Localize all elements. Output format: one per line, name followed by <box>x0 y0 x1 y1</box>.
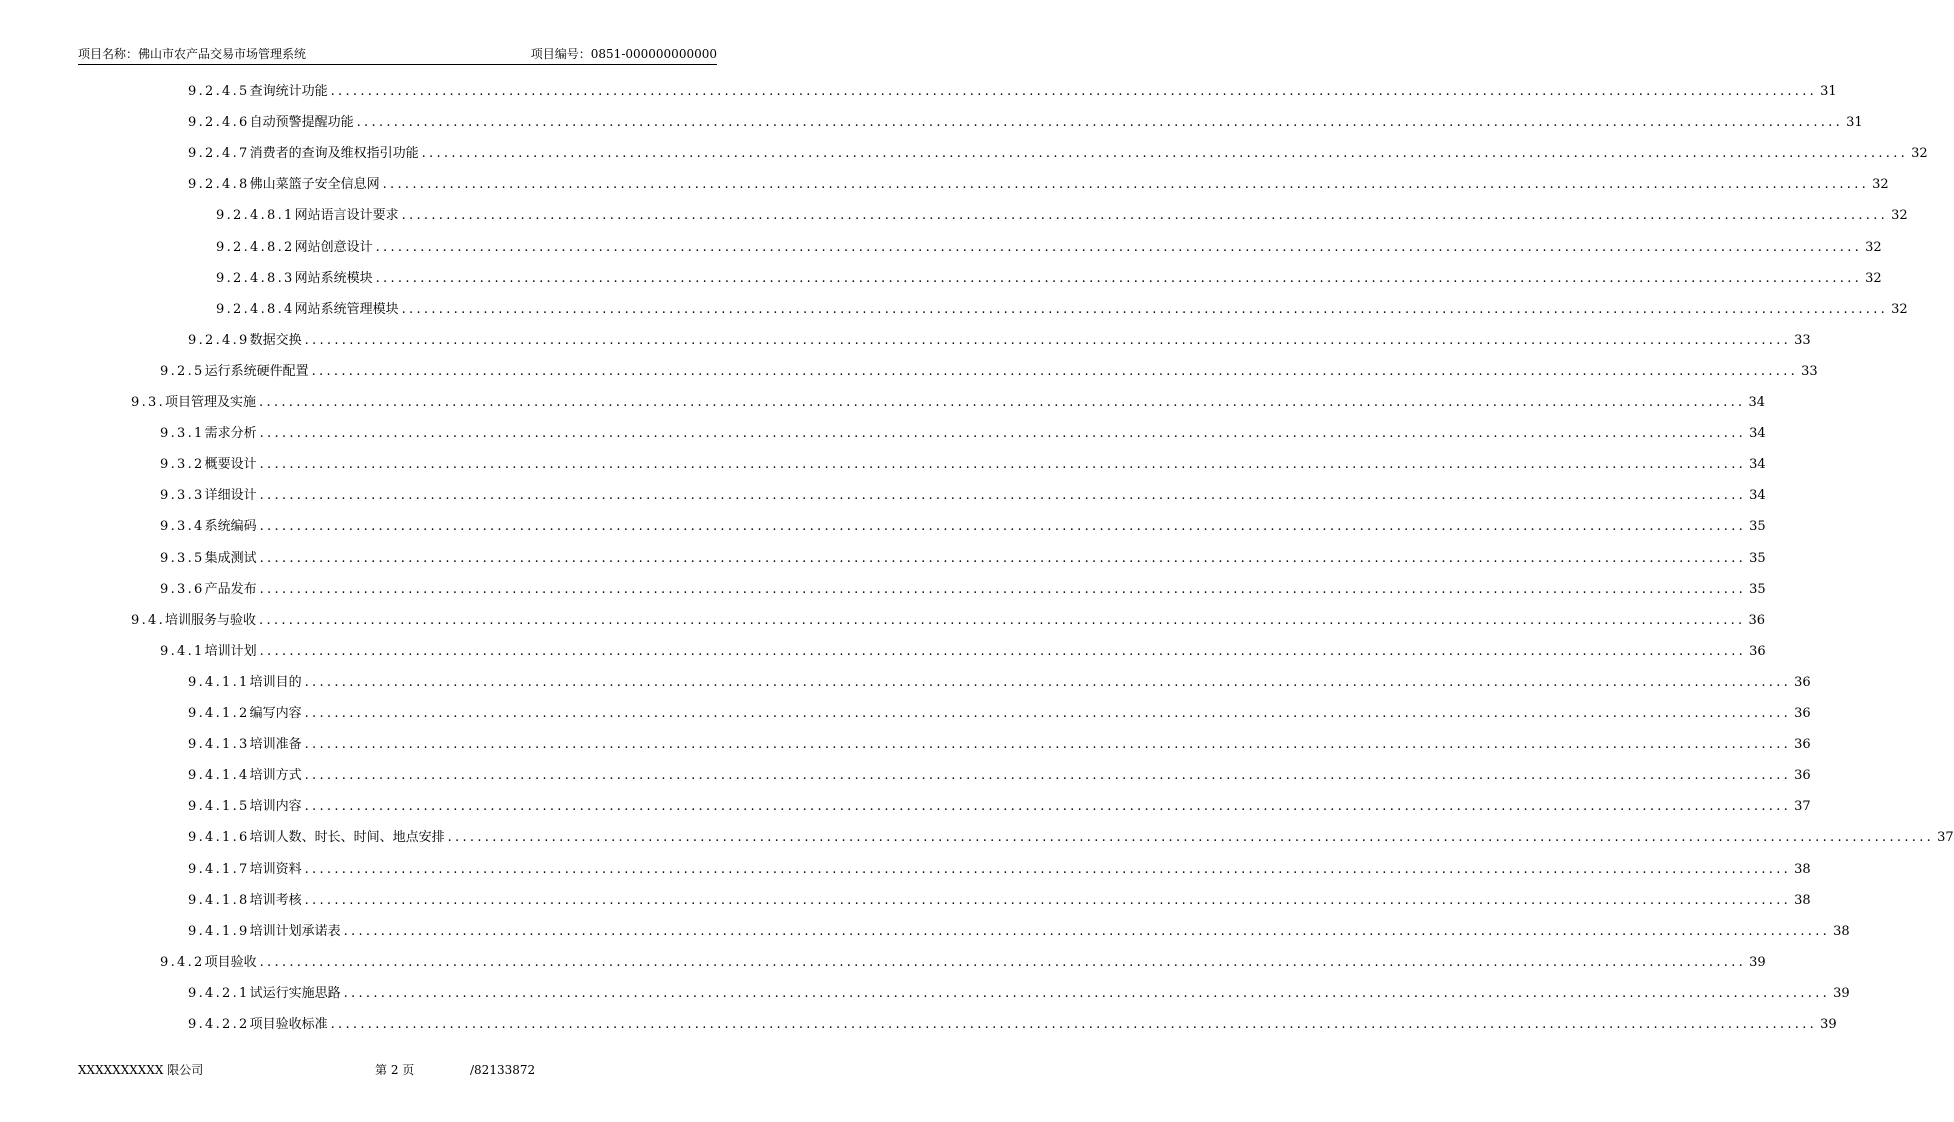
toc-entry[interactable] <box>188 671 1811 695</box>
toc-entry-title: 数据交换 <box>249 333 302 348</box>
toc-leader-dots: ........................................................................................................................................................................................................ <box>259 955 1747 970</box>
toc-entry-page: 34 <box>1749 488 1766 503</box>
toc-leader-dots: ........................................................................................................................................................................................................ <box>343 986 1831 1001</box>
toc-entry-title: 培训资料 <box>249 862 302 877</box>
toc-entry[interactable] <box>160 547 1766 571</box>
toc-entry-number: 9.4.2.1 <box>188 986 250 1001</box>
toc-leader-dots: ........................................................................................................................................................................................................ <box>401 302 1889 317</box>
toc-leader-dots: ........................................................................................................................................................................................................ <box>330 84 1818 99</box>
toc-leader-dots: ........................................................................................................................................................................................................ <box>304 893 1792 908</box>
toc-entry-title: 试运行实施思路 <box>249 986 341 1001</box>
toc-entry-title: 网站创意设计 <box>294 240 373 255</box>
toc-entry-title: 需求分析 <box>204 426 257 441</box>
toc-entry[interactable] <box>188 858 1811 882</box>
toc-entry-number: 9.2.5 <box>160 364 205 379</box>
toc-entry-number: 9.4.1 <box>160 644 205 659</box>
toc-entry-title: 查询统计功能 <box>249 84 328 99</box>
toc-leader-dots: ........................................................................................................................................................................................................ <box>304 862 1792 877</box>
toc-entry-title: 培训准备 <box>249 737 302 752</box>
toc-entry-title: 培训考核 <box>249 893 302 908</box>
toc-leader-dots: ........................................................................................................................................................................................................ <box>401 208 1889 223</box>
toc-entry-page: 36 <box>1749 644 1766 659</box>
phone-number: /82133872 <box>470 1063 536 1077</box>
toc-entry-page: 35 <box>1749 551 1766 566</box>
toc-entry-title: 培训方式 <box>249 768 302 783</box>
toc-leader-dots: ........................................................................................................................................................................................................ <box>375 271 1863 286</box>
toc-entry-number: 9.4.1.5 <box>188 799 250 814</box>
toc-leader-dots: ........................................................................................................................................................................................................ <box>259 582 1747 597</box>
toc-entry-page: 39 <box>1820 1017 1837 1032</box>
toc-entry[interactable] <box>160 578 1766 602</box>
toc-leader-dots: ........................................................................................................................................................................................................ <box>421 146 1909 161</box>
toc-entry[interactable] <box>188 173 1889 197</box>
toc-entry-title: 集成测试 <box>204 551 257 566</box>
toc-entry[interactable] <box>216 298 1908 322</box>
toc-entry-page: 34 <box>1749 426 1766 441</box>
toc-entry[interactable] <box>160 484 1766 508</box>
toc-entry[interactable] <box>160 360 1818 384</box>
toc-entry[interactable] <box>160 422 1766 446</box>
toc-leader-dots: ........................................................................................................................................................................................................ <box>311 364 1799 379</box>
toc-entry[interactable] <box>216 267 1882 291</box>
toc-entry-number: 9.3.2 <box>160 457 205 472</box>
page-footer <box>78 1062 717 1078</box>
toc-entry-title: 网站系统模块 <box>294 271 373 286</box>
toc-leader-dots: ........................................................................................................................................................................................................ <box>259 395 1746 410</box>
toc-leader-dots: ........................................................................................................................................................................................................ <box>259 519 1747 534</box>
project-code: 项目编号：0851-000000000000 <box>530 47 717 61</box>
toc-entry-title: 编写内容 <box>249 706 302 721</box>
toc-entry-number: 9.4.1.4 <box>188 768 250 783</box>
toc-entry[interactable] <box>188 702 1811 726</box>
toc-entry-number: 9.2.4.8.3 <box>216 271 295 286</box>
toc-entry-page: 31 <box>1846 115 1863 130</box>
toc-entry-page: 36 <box>1748 613 1766 628</box>
toc-entry-page: 37 <box>1794 799 1811 814</box>
toc-entry-number: 9.3.4 <box>160 519 205 534</box>
toc-entry-number: 9.4.1.9 <box>188 924 250 939</box>
toc-leader-dots: ........................................................................................................................................................................................................ <box>259 488 1747 503</box>
toc-leader-dots: ........................................................................................................................................................................................................ <box>330 1017 1818 1032</box>
toc-leader-dots: ........................................................................................................................................................................................................ <box>259 613 1746 628</box>
toc-leader-dots: ........................................................................................................................................................................................................ <box>259 457 1747 472</box>
toc-entry-page: 38 <box>1833 924 1850 939</box>
toc-entry-page: 37 <box>1937 830 1954 845</box>
toc-entry-page: 35 <box>1749 519 1766 534</box>
toc-entry-number: 9.2.4.8.2 <box>216 240 295 255</box>
toc-entry[interactable] <box>188 982 1850 1006</box>
toc-entry-title: 培训计划 <box>204 644 257 659</box>
toc-entry-title: 佛山菜篮子安全信息网 <box>249 177 380 192</box>
toc-entry[interactable] <box>188 795 1811 819</box>
company-name: XXXXXXXXXX 限公司 <box>78 1063 204 1077</box>
toc-entry-page: 36 <box>1794 706 1811 721</box>
toc-entry-number: 9.3.3 <box>160 488 205 503</box>
toc-leader-dots: ........................................................................................................................................................................................................ <box>375 240 1863 255</box>
toc-entry-title: 网站系统管理模块 <box>294 302 399 317</box>
toc-entry-number: 9.2.4.9 <box>188 333 250 348</box>
toc-entry-title: 项目验收标准 <box>249 1017 328 1032</box>
toc-entry-number: 9.4.1.6 <box>188 830 250 845</box>
toc-entry[interactable] <box>160 453 1766 477</box>
toc-entry-number: 9.2.4.6 <box>188 115 250 130</box>
toc-entry[interactable] <box>160 951 1766 975</box>
toc-entry-page: 32 <box>1911 146 1928 161</box>
toc-entry-page: 32 <box>1872 177 1889 192</box>
toc-leader-dots: ........................................................................................................................................................................................................ <box>304 737 1792 752</box>
toc-leader-dots: ........................................................................................................................................................................................................ <box>304 675 1792 690</box>
toc-entry-title: 项目管理及实施 <box>165 395 257 410</box>
page-header <box>78 46 717 65</box>
toc-entry[interactable] <box>188 889 1811 913</box>
toc-entry-page: 39 <box>1749 955 1766 970</box>
toc-entry-number: 9.4.2 <box>160 955 205 970</box>
toc-entry-number: 9.2.4.7 <box>188 146 250 161</box>
toc-leader-dots: ........................................................................................................................................................................................................ <box>356 115 1844 130</box>
toc-entry[interactable] <box>216 204 1908 228</box>
toc-entry-number: 9.3.1 <box>160 426 205 441</box>
toc-entry-title: 自动预警提醒功能 <box>249 115 354 130</box>
toc-entry[interactable] <box>131 609 1766 633</box>
toc-leader-dots: ........................................................................................................................................................................................................ <box>447 830 1935 845</box>
toc-entry-number: 9.2.4.8.1 <box>216 208 295 223</box>
toc-entry[interactable] <box>188 920 1850 944</box>
toc-entry-title: 消费者的查询及维权指引功能 <box>249 146 419 161</box>
toc-leader-dots: ........................................................................................................................................................................................................ <box>304 706 1792 721</box>
toc-entry-title: 产品发布 <box>204 582 257 597</box>
toc-leader-dots: ........................................................................................................................................................................................................ <box>304 768 1792 783</box>
toc-entry[interactable] <box>188 329 1811 353</box>
toc-entry-title: 培训人数、时长、时间、地点安排 <box>249 830 445 845</box>
toc-entry-title: 系统编码 <box>204 519 257 534</box>
toc-entry-page: 39 <box>1833 986 1850 1001</box>
toc-entry-page: 33 <box>1794 333 1811 348</box>
toc-entry-page: 38 <box>1794 862 1811 877</box>
toc-leader-dots: ........................................................................................................................................................................................................ <box>259 426 1747 441</box>
toc-entry-page: 32 <box>1865 271 1882 286</box>
toc-entry-number: 9.4.1.3 <box>188 737 250 752</box>
toc-entry[interactable] <box>188 733 1811 757</box>
toc-entry-title: 培训内容 <box>249 799 302 814</box>
toc-entry-page: 34 <box>1749 457 1766 472</box>
toc-entry-number: 9.4.1.7 <box>188 862 250 877</box>
toc-entry-page: 32 <box>1865 240 1882 255</box>
toc-entry-number: 9.4.1.2 <box>188 706 250 721</box>
toc-entry-title: 网站语言设计要求 <box>294 208 399 223</box>
toc-entry-number: 9.3.5 <box>160 551 205 566</box>
toc-entry[interactable] <box>188 1013 1837 1037</box>
page-number: 第 2 页 <box>375 1063 415 1077</box>
toc-entry-number: 9.2.4.5 <box>188 84 250 99</box>
toc-entry-page: 36 <box>1794 675 1811 690</box>
toc-leader-dots: ........................................................................................................................................................................................................ <box>304 333 1792 348</box>
toc-entry[interactable] <box>188 764 1811 788</box>
toc-entry-page: 35 <box>1749 582 1766 597</box>
toc-entry-title: 培训服务与验收 <box>165 613 257 628</box>
project-name: 项目名称：佛山市农产品交易市场管理系统 <box>78 47 307 61</box>
toc-leader-dots: ........................................................................................................................................................................................................ <box>343 924 1831 939</box>
toc-entry-page: 34 <box>1748 395 1766 410</box>
toc-entry[interactable] <box>188 142 1928 166</box>
toc-entry-number: 9.3.6 <box>160 582 205 597</box>
toc-entry-title: 培训目的 <box>249 675 302 690</box>
toc-entry-page: 33 <box>1801 364 1818 379</box>
toc-entry-number: 9.2.4.8 <box>188 177 250 192</box>
toc-leader-dots: ........................................................................................................................................................................................................ <box>259 551 1747 566</box>
toc-entry-number: 9.4.1.8 <box>188 893 250 908</box>
toc-leader-dots: ........................................................................................................................................................................................................ <box>304 799 1792 814</box>
toc-entry[interactable] <box>188 826 1954 850</box>
toc-entry-number: 9.4.2.2 <box>188 1017 250 1032</box>
toc-entry-page: 36 <box>1794 737 1811 752</box>
toc-entry[interactable] <box>131 391 1766 415</box>
toc-entry-title: 项目验收 <box>204 955 257 970</box>
toc-entry[interactable] <box>160 640 1766 664</box>
toc-entry[interactable] <box>160 515 1766 539</box>
toc-entry-number: 9.3. <box>131 395 166 410</box>
toc-entry-title: 运行系统硬件配置 <box>204 364 309 379</box>
toc-entry-number: 9.4.1.1 <box>188 675 250 690</box>
toc-entry-page: 32 <box>1891 302 1908 317</box>
toc-entry-page: 32 <box>1891 208 1908 223</box>
toc-entry-title: 培训计划承诺表 <box>249 924 341 939</box>
toc-entry-page: 31 <box>1820 84 1837 99</box>
toc-entry[interactable] <box>188 80 1837 104</box>
toc-entry-title: 概要设计 <box>204 457 257 472</box>
toc-entry-title: 详细设计 <box>204 488 257 503</box>
toc-entry-page: 38 <box>1794 893 1811 908</box>
toc-entry-page: 36 <box>1794 768 1811 783</box>
toc-entry[interactable] <box>216 236 1882 260</box>
toc-leader-dots: ........................................................................................................................................................................................................ <box>259 644 1747 659</box>
toc-leader-dots: ........................................................................................................................................................................................................ <box>382 177 1870 192</box>
toc-entry-number: 9.2.4.8.4 <box>216 302 295 317</box>
toc-entry-number: 9.4. <box>131 613 166 628</box>
toc-entry[interactable] <box>188 111 1863 135</box>
